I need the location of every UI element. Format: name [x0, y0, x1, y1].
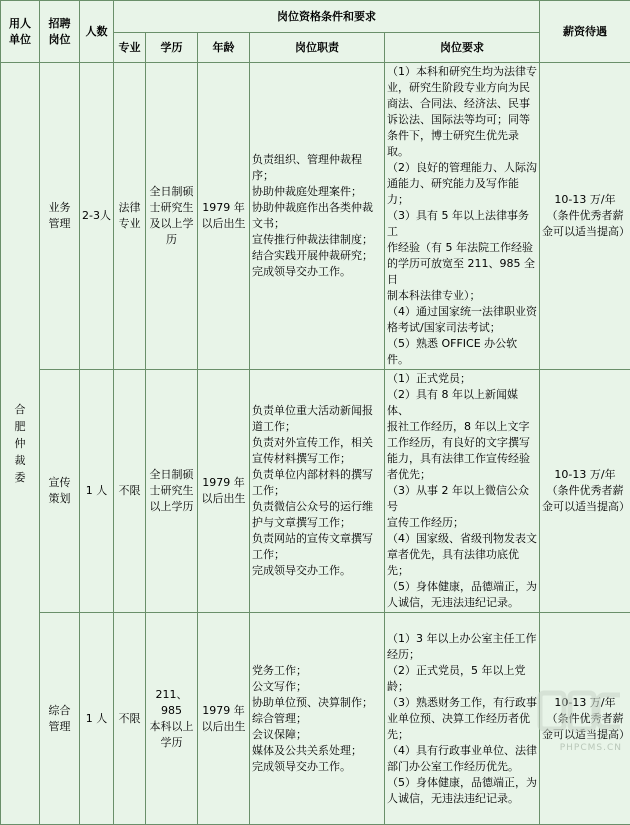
- text-line: 业务: [42, 200, 77, 216]
- header-major: 专业: [114, 33, 146, 63]
- text-line: 道工作；: [252, 419, 382, 435]
- text-line: （4）具有行政事业单位、法律: [387, 743, 537, 759]
- text-line: （4）通过国家统一法律职业资: [387, 304, 537, 320]
- count-cell: 1 人: [80, 370, 114, 613]
- text-line: 负责网站的宣传文章撰写: [252, 531, 382, 547]
- text-line: （4）国家级、省级刊物发表文: [387, 531, 537, 547]
- text-line: 报社工作经历，8 年以上文字: [387, 419, 537, 435]
- text-line: 全日制硕: [148, 467, 195, 483]
- salary-cell: [540, 370, 630, 613]
- text-line: 合: [3, 401, 37, 418]
- text-line: 负责微信公众号的运行维: [252, 499, 382, 515]
- text-line: 协助单位预、决算制作；: [252, 695, 382, 711]
- text-line: 综合: [42, 703, 77, 719]
- watermark-logo-icon: [534, 687, 626, 751]
- text-line: 单位: [3, 32, 37, 48]
- major-cell: [114, 63, 146, 370]
- text-line: 管理: [42, 216, 77, 232]
- text-line: 条件下，博士研究生优先录取。: [387, 128, 537, 160]
- text-line: 专业: [116, 216, 143, 232]
- text-line: 用人: [3, 16, 37, 32]
- text-line: 章者优先，具有法律功底优先；: [387, 547, 537, 579]
- text-line: （2）正式党员，5 年以上党龄；: [387, 663, 537, 695]
- text-line: 本科以上: [148, 719, 195, 735]
- text-line: 1979 年: [200, 475, 247, 491]
- text-line: 法律: [116, 200, 143, 216]
- text-line: 制本科法律专业）；: [387, 288, 537, 304]
- text-line: （条件优秀者薪: [542, 483, 628, 499]
- text-line: 士研究生: [148, 200, 195, 216]
- text-line: 不限: [116, 711, 143, 727]
- text-line: 工作；: [252, 483, 382, 499]
- header-unit: [1, 1, 40, 63]
- text-line: 结合实践开展仲裁研究；: [252, 248, 382, 264]
- position-cell: [40, 370, 80, 613]
- header-education: 学历: [146, 33, 198, 63]
- text-line: （条件优秀者薪: [542, 208, 628, 224]
- text-line: 负责组织、管理仲裁程序；: [252, 152, 382, 184]
- text-line: 人诚信，无违法违纪记录。: [387, 791, 537, 807]
- header-duties: 岗位职责: [250, 33, 385, 63]
- text-line: 协助仲裁庭处理案件；: [252, 184, 382, 200]
- header-salary: 薪资待遇: [540, 1, 630, 63]
- table-row: [1, 63, 630, 370]
- text-line: 裁: [3, 452, 37, 469]
- text-line: 协助仲裁庭作出各类仲裁: [252, 200, 382, 216]
- requirements-cell: [385, 613, 540, 825]
- text-line: 不限: [116, 483, 143, 499]
- text-line: 宣传工作经历；: [387, 515, 537, 531]
- major-cell: [114, 613, 146, 825]
- header-requirements: 岗位要求: [385, 33, 540, 63]
- position-cell: [40, 63, 80, 370]
- count-cell: 2-3人: [80, 63, 114, 370]
- text-line: 完成领导交办工作。: [252, 759, 382, 775]
- text-line: 负责单位重大活动新闻报: [252, 403, 382, 419]
- text-line: （5）熟悉 OFFICE 办公软件。: [387, 336, 537, 368]
- text-line: 完成领导交办工作。: [252, 563, 382, 579]
- text-line: 诉讼法、国际法等均可；同等: [387, 112, 537, 128]
- text-line: 10-13 万/年: [542, 192, 628, 208]
- text-line: 宣传推行仲裁法律制度；: [252, 232, 382, 248]
- text-line: 商法、合同法、经济法、民事: [387, 96, 537, 112]
- text-line: （条件优秀者薪: [542, 711, 628, 727]
- text-line: 金可以适当提高）: [542, 224, 628, 240]
- education-cell: [146, 370, 198, 613]
- unit-name: [1, 63, 40, 825]
- age-cell: [198, 370, 250, 613]
- text-line: 以上学历: [148, 499, 195, 515]
- major-cell: [114, 370, 146, 613]
- text-line: 负责对外宣传工作，相关: [252, 435, 382, 451]
- text-line: 工作经历，有良好的文字撰写: [387, 435, 537, 451]
- text-line: （1）正式党员；: [387, 371, 537, 387]
- text-line: 历: [148, 232, 195, 248]
- text-line: 以后出生: [200, 719, 247, 735]
- text-line: 人诚信，无违法违纪记录。: [387, 595, 537, 611]
- text-line: 会议保障；: [252, 727, 382, 743]
- text-line: 及以上学: [148, 216, 195, 232]
- text-line: 公文写作；: [252, 679, 382, 695]
- text-line: 能力，具有法律工作宣传经验: [387, 451, 537, 467]
- requirements-cell: [385, 370, 540, 613]
- text-line: 宣传: [42, 475, 77, 491]
- duties-cell: [250, 63, 385, 370]
- text-line: 1979 年: [200, 703, 247, 719]
- age-cell: [198, 63, 250, 370]
- text-line: （2）具有 8 年以上新闻媒体、: [387, 387, 537, 419]
- salary-cell: [540, 63, 630, 370]
- duties-cell: [250, 613, 385, 825]
- text-line: 党务工作；: [252, 663, 382, 679]
- text-line: 招聘: [42, 16, 77, 32]
- text-line: 业单位预、决算工作经历者优先；: [387, 711, 537, 743]
- header-age: 年龄: [198, 33, 250, 63]
- text-line: 完成领导交办工作。: [252, 264, 382, 280]
- text-line: 媒体及公共关系处理；: [252, 743, 382, 759]
- education-cell: [146, 613, 198, 825]
- text-line: 作经验（有 5 年法院工作经验: [387, 240, 537, 256]
- table-row: [1, 370, 630, 613]
- text-line: 211、985: [148, 687, 195, 719]
- text-line: 学历: [148, 735, 195, 751]
- text-line: 护与文章撰写工作；: [252, 515, 382, 531]
- count-cell: 1 人: [80, 613, 114, 825]
- text-line: 文书；: [252, 216, 382, 232]
- requirements-cell: [385, 63, 540, 370]
- text-line: （1）本科和研究生均为法律专: [387, 64, 537, 80]
- text-line: （2）良好的管理能力、人际沟: [387, 160, 537, 176]
- header-position: [40, 1, 80, 63]
- text-line: 工作；: [252, 547, 382, 563]
- duties-cell: [250, 370, 385, 613]
- header-count: 人数: [80, 1, 114, 63]
- text-line: 部门办公室工作经历优先。: [387, 759, 537, 775]
- text-line: 1979 年: [200, 200, 247, 216]
- text-line: （5）身体健康，品德端正，为: [387, 775, 537, 791]
- text-line: 经历；: [387, 647, 537, 663]
- text-line: 综合管理；: [252, 711, 382, 727]
- text-line: 者优先；: [387, 467, 537, 483]
- text-line: （5）身体健康，品德端正，为: [387, 579, 537, 595]
- text-line: 10-13 万/年: [542, 467, 628, 483]
- text-line: 仲: [3, 435, 37, 452]
- text-line: 宣传材料撰写工作；: [252, 451, 382, 467]
- text-line: 通能力、研究能力及写作能力；: [387, 176, 537, 208]
- text-line: （1）3 年以上办公室主任工作: [387, 631, 537, 647]
- text-line: 以后出生: [200, 216, 247, 232]
- text-line: （3）熟悉财务工作，有行政事: [387, 695, 537, 711]
- text-line: 的学历可放宽至 211、985 全日: [387, 256, 537, 288]
- text-line: 金可以适当提高）: [542, 727, 628, 743]
- header-qualifications: 岗位资格条件和要求: [114, 1, 540, 33]
- age-cell: [198, 613, 250, 825]
- text-line: 肥: [3, 418, 37, 435]
- text-line: 金可以适当提高）: [542, 499, 628, 515]
- text-line: 负责单位内部材料的撰写: [252, 467, 382, 483]
- text-line: 10-13 万/年: [542, 695, 628, 711]
- text-line: 士研究生: [148, 483, 195, 499]
- text-line: 岗位: [42, 32, 77, 48]
- position-cell: [40, 613, 80, 825]
- text-line: 委: [3, 469, 37, 486]
- text-line: 全日制硕: [148, 184, 195, 200]
- text-line: 以后出生: [200, 491, 247, 507]
- watermark-text: PHPCMS.CN: [560, 743, 622, 753]
- text-line: 格考试/国家司法考试；: [387, 320, 537, 336]
- text-line: （3）从事 2 年以上微信公众号: [387, 483, 537, 515]
- text-line: 业，研究生阶段专业方向为民: [387, 80, 537, 96]
- text-line: 策划: [42, 491, 77, 507]
- text-line: （3）具有 5 年以上法律事务工: [387, 208, 537, 240]
- education-cell: [146, 63, 198, 370]
- text-line: 管理: [42, 719, 77, 735]
